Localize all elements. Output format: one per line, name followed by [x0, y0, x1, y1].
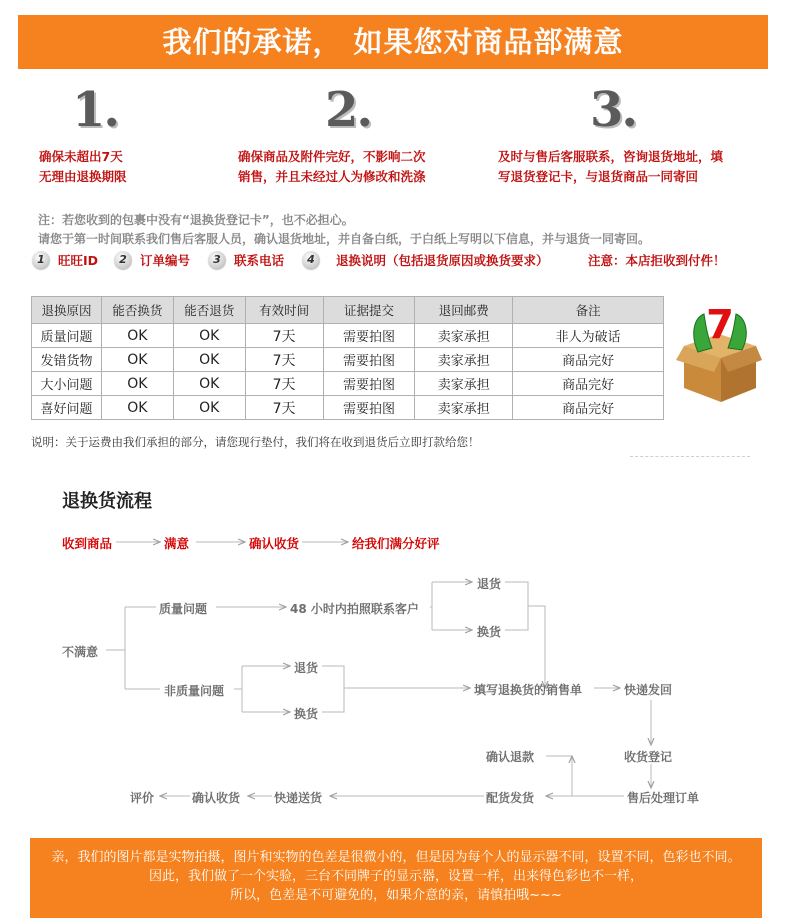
flow-title: 退换货流程 [62, 491, 152, 512]
flow-return-1: 退货 [477, 577, 502, 591]
table-cell: 非人为破话 [513, 324, 664, 348]
notice-line-1: 注：若您收到的包裹中没有“退换货登记卡”，也不必担心。 [38, 213, 354, 227]
notice-line-2: 请您于第一时间联系我们售后客服人员，确认退货地址，并自备白纸，于白纸上写明以下信息，并与退货一同寄回。 [38, 232, 651, 246]
promise-banner: 我们的承诺， 如果您对商品部满意 [18, 15, 768, 69]
table-cell: 7天 [245, 348, 323, 372]
footer-line-1: 亲，我们的图片都是实物拍摄，图片和实物的色差是很微小的，但是因为每个人的显示器不同，设置不同，色彩也不同。 [51, 850, 741, 865]
table-cell: 发错货物 [32, 348, 102, 372]
tag-label: 订单编号 [140, 253, 191, 268]
table-cell: 7天 [245, 324, 323, 348]
flow-contact-48h: 48 小时内拍照联系客户 [290, 602, 419, 616]
table-cell: OK [173, 348, 245, 372]
flow-non-quality: 非质量问题 [164, 684, 225, 698]
header-exchangeable: 能否换货 [101, 297, 173, 324]
flow-receipt-register: 收货登记 [624, 750, 673, 764]
seven-badge: 7 [706, 302, 734, 348]
flow-unsatisfied: 不满意 [62, 645, 99, 659]
table-cell: 卖家承担 [415, 324, 513, 348]
table-cell: 需要拍图 [323, 348, 415, 372]
table-cell: OK [173, 396, 245, 420]
promise-number-2: 2. [325, 82, 372, 138]
flow-exchange-1: 换货 [477, 625, 502, 639]
table-cell: 卖家承担 [415, 396, 513, 420]
tag-label: 旺旺ID [58, 253, 99, 268]
promise-number-3: 3. [590, 82, 637, 138]
promise-2-line-1: 确保商品及附件完好，不影响二次 [238, 149, 426, 164]
bracket-line [505, 582, 528, 630]
table-cell: OK [101, 396, 173, 420]
table-cell: 商品完好 [513, 372, 664, 396]
table-cell: 商品完好 [513, 396, 664, 420]
header-returnable: 能否退货 [173, 297, 245, 324]
header-remark: 备注 [513, 297, 664, 324]
table-cell: OK [101, 372, 173, 396]
table-cell: 7天 [245, 372, 323, 396]
table-cell: 大小问题 [32, 372, 102, 396]
promise-2-line-2: 销售，并且未经过人为修改和洗涤 [238, 169, 426, 184]
flow-ship-back: 快递发回 [624, 683, 673, 697]
flow-express-deliver: 快递送货 [274, 791, 323, 805]
cod-refused-warning: 注意：本店拒收到付件！ [588, 253, 726, 268]
table-cell: OK [101, 348, 173, 372]
happy-step-confirm: 确认收货 [249, 536, 300, 551]
promise-3-line-2: 写退货登记卡，与退货商品一同寄回 [498, 169, 699, 184]
flow-quality-issue: 质量问题 [159, 602, 208, 616]
footer-line-2: 因此，我们做了一个实验，三台不同牌子的显示器，设置一样，出来得色彩也不一样， [148, 869, 643, 884]
header-reason: 退换原因 [32, 297, 102, 324]
tag-label: 联系电话 [234, 253, 285, 268]
table-cell: OK [101, 324, 173, 348]
flow-return-2: 退货 [294, 661, 319, 675]
table-cell: 需要拍图 [323, 372, 415, 396]
table-cell: 卖家承担 [415, 372, 513, 396]
table-cell: 需要拍图 [323, 324, 415, 348]
number-2-icon: 2 [114, 251, 132, 269]
color-disclaimer-footer [30, 838, 762, 918]
flow-review: 评价 [130, 791, 155, 805]
happy-step-review: 给我们满分好评 [352, 536, 440, 551]
table-cell: 质量问题 [32, 324, 102, 348]
footer-line-3: 所以，色差是不可避免的，如果介意的亲，请慎拍哦~~~ [230, 888, 562, 903]
header-valid-time: 有效时间 [245, 297, 323, 324]
arrow-line [528, 606, 545, 688]
flow-after-sale: 售后处理订单 [627, 791, 700, 805]
flow-confirm-receipt: 确认收货 [192, 791, 241, 805]
promise-1-line-1: 确保未超出7天 [39, 149, 123, 164]
number-4-icon: 4 [302, 251, 320, 269]
promise-number-1: 1. [72, 82, 119, 138]
promise-1-line-2: 无理由退换期限 [39, 169, 127, 184]
number-1-icon: 1 [32, 251, 50, 269]
table-cell: 商品完好 [513, 348, 664, 372]
table-cell: 卖家承担 [415, 348, 513, 372]
header-postage: 退回邮费 [415, 297, 513, 324]
number-3-icon: 3 [208, 251, 226, 269]
bracket-line [322, 666, 344, 712]
flow-deliver: 配货发货 [486, 791, 535, 805]
table-cell: 喜好问题 [32, 396, 102, 420]
table-cell: 需要拍图 [323, 396, 415, 420]
postage-explanation: 说明：关于运费由我们承担的部分，请您现行垫付，我们将在收到退货后立即打款给您！ [31, 435, 480, 449]
table-cell: OK [173, 324, 245, 348]
table-cell: OK [173, 372, 245, 396]
flow-exchange-2: 换货 [294, 707, 319, 721]
table-cell: 7天 [245, 396, 323, 420]
happy-step-received: 收到商品 [62, 536, 113, 551]
tag-label: 退换说明（包括退货原因或换货要求） [336, 253, 549, 268]
promise-3-line-1: 及时与售后客服联系，咨询退货地址，填 [498, 149, 724, 164]
flow-confirm-refund: 确认退款 [486, 750, 535, 764]
flow-fill-form: 填写退换货的销售单 [474, 683, 583, 697]
happy-step-satisfied: 满意 [164, 536, 190, 551]
header-evidence: 证据提交 [323, 297, 415, 324]
